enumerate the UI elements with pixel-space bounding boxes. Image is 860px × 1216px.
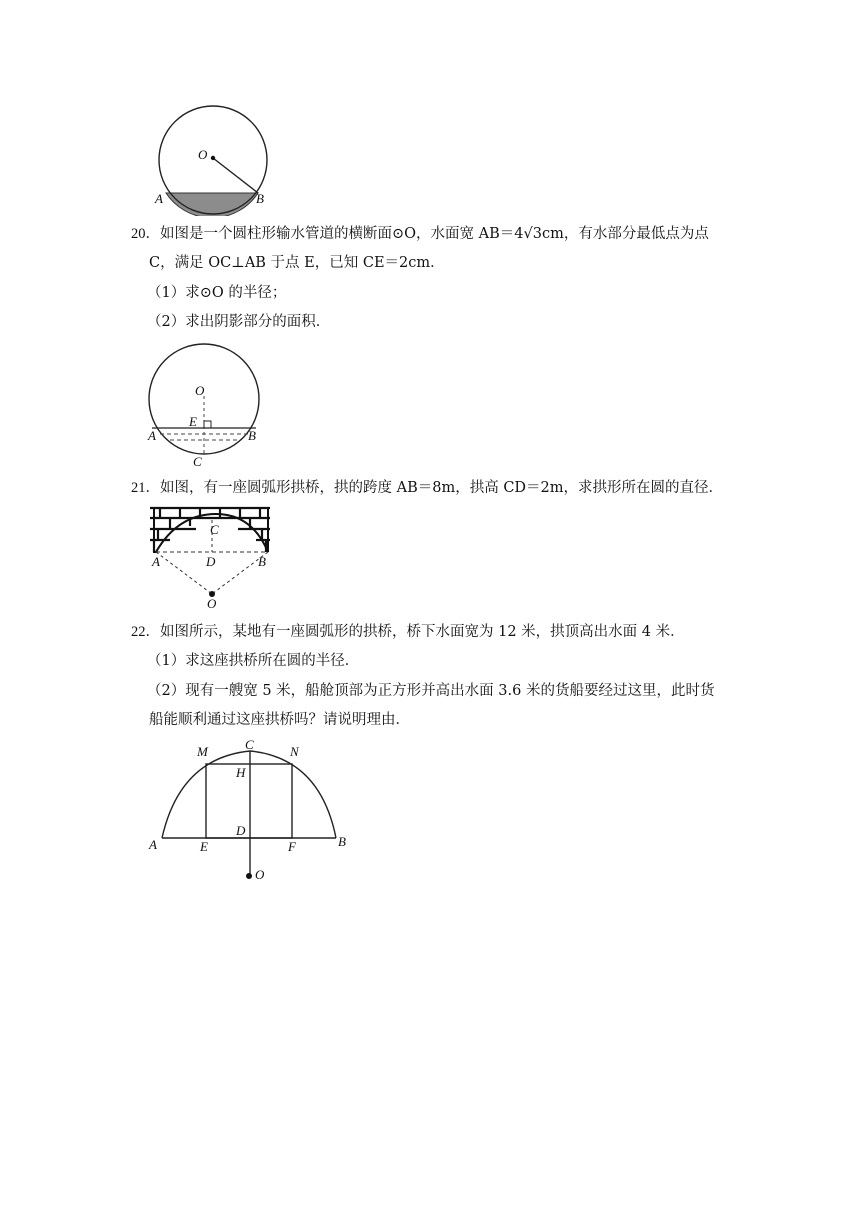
q22-text-1: 如图所示，某地有一座圆弧形的拱桥，桥下水面宽为 12 米，拱顶高出水面 4 米． — [160, 624, 685, 640]
q21-line1 — [131, 478, 723, 498]
fig21-label-o: O — [207, 596, 217, 611]
fig20-label-e: E — [189, 414, 197, 429]
q21-text-1: 如图，有一座圆弧形拱桥，拱的跨度 AB＝8m，拱高 CD＝2m，求拱形所在圆的直径． — [160, 480, 724, 496]
fig21-label-d: D — [206, 554, 216, 569]
fig22-label-e: E — [200, 839, 208, 854]
fig19-label-a: A — [155, 191, 163, 206]
figure-21-bridge — [140, 502, 280, 614]
fig22-label-f: F — [288, 839, 296, 854]
fig22-label-c: C — [245, 737, 254, 752]
q20-part2: （2）求出阴影部分的面积． — [147, 314, 331, 330]
figure-22-arch-bridge — [140, 734, 370, 889]
fig22-label-d: D — [236, 823, 246, 838]
fig20-label-c: C — [193, 454, 202, 468]
q20-line1 — [131, 224, 709, 244]
fig21-label-b: B — [258, 554, 266, 569]
fig22-label-o: O — [255, 867, 265, 882]
fig20-label-a: A — [148, 428, 156, 443]
fig22-label-a: A — [149, 837, 157, 852]
q22-part2-line2: 船能顺利通过这座拱桥吗？请说明理由． — [149, 712, 410, 728]
q20-part1: （1）求⊙O 的半径； — [147, 285, 287, 301]
fig20-label-b: B — [248, 428, 256, 443]
q22-number: 22． — [131, 624, 160, 640]
fig22-label-m: M — [197, 744, 208, 759]
figure-19-circle — [140, 96, 280, 216]
fig22-label-h: H — [236, 765, 246, 780]
fig19-label-o: O — [198, 147, 208, 162]
q20-text-1: 如图是一个圆柱形输水管道的横断面⊙O，水面宽 AB＝4√3cm，有水部分最低点为点 — [160, 226, 709, 242]
fig22-label-n: N — [290, 744, 299, 759]
q20-number: 20． — [131, 226, 160, 242]
fig20-label-o: O — [195, 383, 205, 398]
q22-line1 — [131, 622, 685, 642]
q22-part2-line1: （2）现有一艘宽 5 米，船舱顶部为正方形并高出水面 3.6 米的货船要经过这里，此时货 — [147, 683, 715, 699]
fig19-label-b: B — [256, 191, 264, 206]
fig21-label-a: A — [152, 554, 160, 569]
q22-part1: （1）求这座拱桥所在圆的半径． — [147, 653, 360, 669]
q20-line2: C，满足 OC⊥AB 于点 E，已知 CE＝2cm． — [149, 255, 445, 271]
figure-20-pipe — [140, 338, 280, 468]
q21-number: 21． — [131, 480, 160, 496]
fig22-label-b: B — [338, 834, 346, 849]
fig21-label-c: C — [210, 522, 219, 537]
